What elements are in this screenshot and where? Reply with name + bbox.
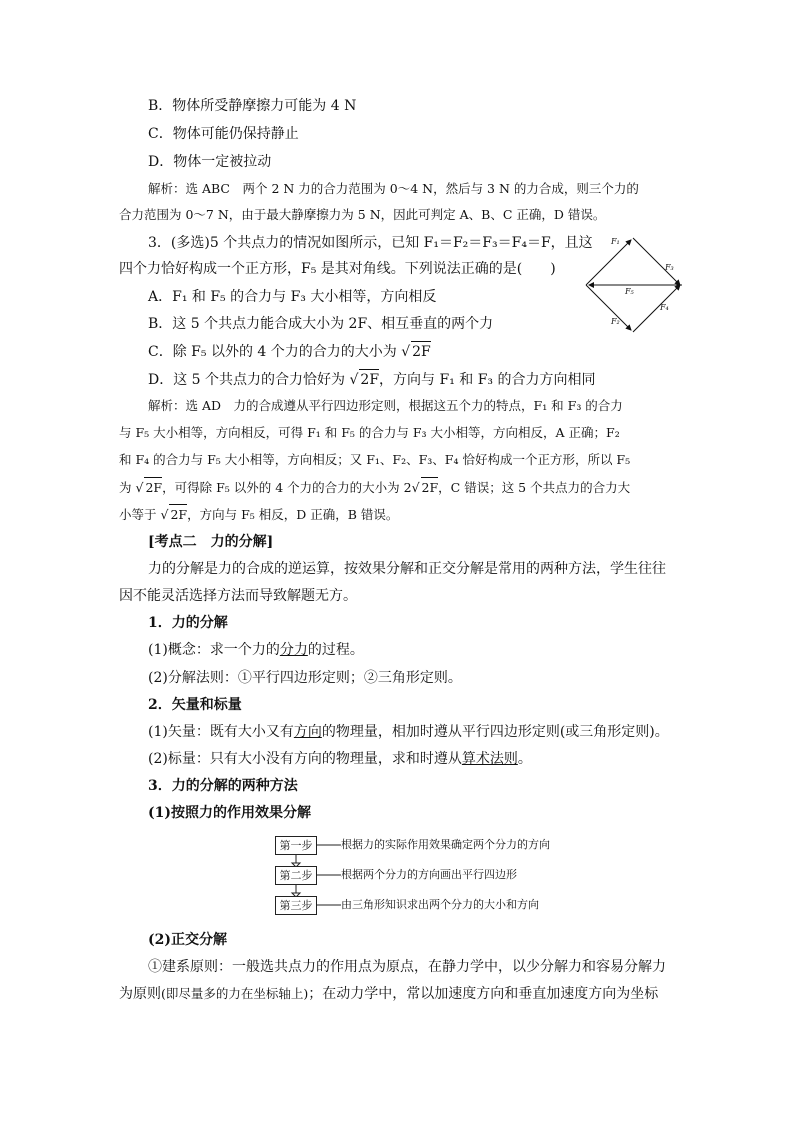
q2-option-c: C．物体可能仍保持静止 xyxy=(148,126,299,142)
para-vector: (1)矢量：既有大小又有方向的物理量，相加时遵从平行四边形定则(或三角形定则)。 xyxy=(148,724,669,740)
q3-option-a: A．F₁ 和 F₅ 的合力与 F₃ 大小相等，方向相反 xyxy=(148,289,437,305)
q3-stem-line2: 四个力恰好构成一个正方形，F₅ 是其对角线。下列说法正确的是( ) xyxy=(119,261,556,277)
vector-f4 xyxy=(633,285,680,332)
label-f5: F₅ xyxy=(625,287,634,296)
flow-step3-box: 第三步 xyxy=(275,896,317,915)
section-title: [考点二 力的分解] xyxy=(148,534,274,550)
sqrt-2f: 2F xyxy=(359,369,379,390)
flow-step2-desc: 根据两个分力的方向画出平行四边形 xyxy=(341,868,517,881)
heading-1: 1．力的分解 xyxy=(148,615,228,631)
vector-f3 xyxy=(633,238,680,285)
flow-step1-desc: 根据力的实际作用效果确定两个分力的方向 xyxy=(341,838,550,851)
flow-step1-box: 第一步 xyxy=(275,836,317,855)
para-effect: (1)按照力的作用效果分解 xyxy=(148,805,311,821)
heading-3: 3．力的分解的两种方法 xyxy=(148,778,298,794)
heading-2: 2．矢量和标量 xyxy=(148,697,242,713)
flow-step3-desc: 由三角形知识求出两个分力的大小和方向 xyxy=(341,898,539,911)
vector-f1 xyxy=(586,240,631,285)
q2-solution-line1: 解析：选 ABC 两个 2 N 力的合力范围为 0～4 N，然后与 3 N 的力合成，则三个力的 xyxy=(148,181,639,196)
force-square-figure xyxy=(583,232,695,338)
flow-step2-box: 第二步 xyxy=(275,866,317,885)
label-f1: F₁ xyxy=(611,237,620,246)
section-intro-line2: 因不能灵活选择方法而导致解题无方。 xyxy=(119,588,357,604)
para-orthogonal: (2)正交分解 xyxy=(148,932,227,948)
sqrt-2f: 2F xyxy=(411,341,431,362)
label-f3: F₃ xyxy=(665,263,674,272)
q3-option-c: C．除 F₅ 以外的 4 个力的合力的大小为 √ 2F xyxy=(148,341,431,362)
q3-solution-line3: 和 F₄ 的合力与 F₅ 大小相等，方向相反；又 F₁、F₂、F₃、F₄ 恰好构成一个正方形，所以 F₅ xyxy=(119,452,631,467)
q3-solution-line2: 与 F₅ 大小相等，方向相反，可得 F₁ 和 F₅ 的合力与 F₃ 大小相等，方向相反，A 正确；F₂ xyxy=(119,425,620,440)
q2-solution-line2: 合力范围为 0～7 N，由于最大静摩擦力为 5 N，因此可判定 A、B、C 正确，D 错误。 xyxy=(119,207,606,222)
q3-stem-line1: 3．(多选)5 个共点力的情况如图所示，已知 F₁＝F₂＝F₃＝F₄＝F，且这 xyxy=(148,235,593,251)
para-scalar: (2)标量：只有大小没有方向的物理量，求和时遵从算术法则。 xyxy=(148,751,532,767)
q3-solution-line5: 小等于 √ 2F，方向与 F₅ 相反，D 正确，B 错误。 xyxy=(119,504,398,525)
q3-option-d: D．这 5 个共点力的合力恰好为 √ 2F，方向与 F₁ 和 F₃ 的合力方向相同 xyxy=(148,369,595,390)
para-concept: (1)概念：求一个力的分力的过程。 xyxy=(148,642,364,658)
label-f2: F₂ xyxy=(611,317,620,326)
q3-option-b: B．这 5 个共点力能合成大小为 2F、相互垂直的两个力 xyxy=(148,316,494,332)
para-rule: (2)分解法则：①平行四边形定则；②三角形定则。 xyxy=(148,670,462,686)
para-principle-line1: ①建系原则：一般选共点力的作用点为原点，在静力学中，以少分解力和容易分解力 xyxy=(148,959,666,975)
q3-solution-line4: 为 √ 2F，可得除 F₅ 以外的 4 个力的合力的大小为 2√ 2F，C 错误；这 5 个共点力的合力大 xyxy=(119,477,630,498)
q3-solution-line1: 解析：选 AD 力的合成遵从平行四边形定则，根据这五个力的特点，F₁ 和 F₃ 的合力 xyxy=(148,398,623,413)
section-intro-line1: 力的分解是力的合成的逆运算，按效果分解和正交分解是常用的两种方法，学生往往 xyxy=(148,561,666,577)
q2-option-b: B．物体所受静摩擦力可能为 4 N xyxy=(148,98,357,114)
label-f4: F₄ xyxy=(660,303,669,312)
flowchart xyxy=(275,835,575,915)
para-principle-line2: 为原则(即尽量多的力在坐标轴上)；在动力学中，常以加速度方向和垂直加速度方向为坐标 xyxy=(119,986,659,1002)
q2-option-d: D．物体一定被拉动 xyxy=(148,154,272,170)
